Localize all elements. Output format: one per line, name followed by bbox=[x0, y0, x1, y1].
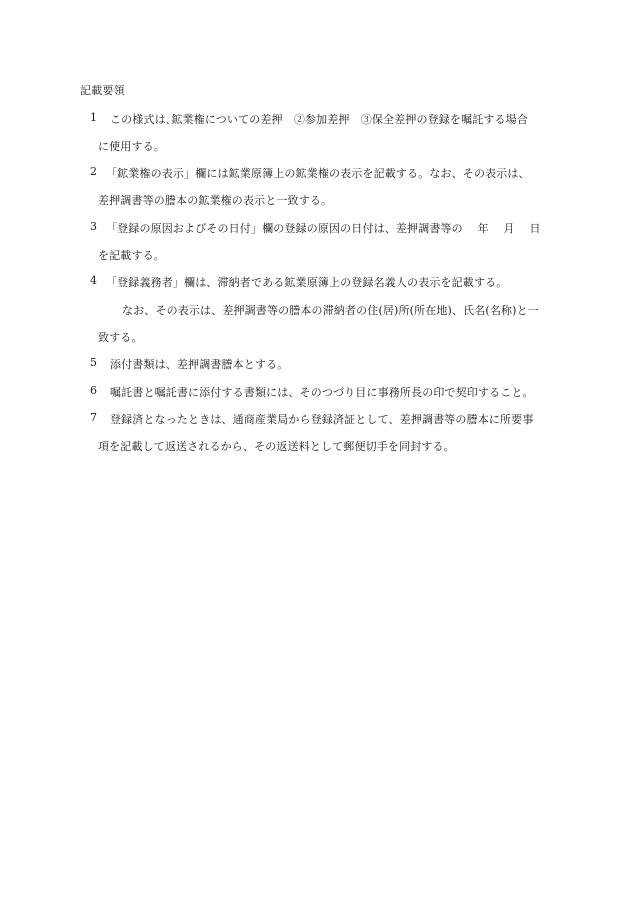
item-5-number: 5 bbox=[90, 356, 97, 369]
item-3-line-2: を記載する。 bbox=[98, 249, 165, 262]
item-6-number: 6 bbox=[90, 384, 97, 397]
item-4-line-2: なお、その表示は、差押調書等の謄本の滞納者の住(居)所(所在地)、氏名(名称)と一 bbox=[122, 304, 539, 317]
item-4-line-3: 致する。 bbox=[98, 331, 143, 344]
item-2-line-2: 差押調書等の謄本の鉱業権の表示と一致する。 bbox=[98, 194, 333, 207]
document-heading: 記載要領 bbox=[80, 84, 125, 97]
item-7-line-1: 登録済となったときは、通商産業局から登録済証として、差押調書等の謄本に所要事 bbox=[110, 413, 534, 426]
item-4-number: 4 bbox=[90, 274, 97, 287]
item-4-line-1: 「登録義務者」欄は、滞納者である鉱業原簿上の登録名義人の表示を記載する。 bbox=[106, 276, 508, 289]
item-7-number: 7 bbox=[90, 411, 97, 424]
item-1-line-1: この様式は､鉱業権についての差押 ②参加差押 ③保全差押の登録を嘱託する場合 bbox=[110, 113, 528, 126]
item-2-line-1: 「鉱業権の表示」欄には鉱業原簿上の鉱業権の表示を記載する。なお、その表示は、 bbox=[106, 167, 530, 180]
item-1-line-2: に使用する。 bbox=[98, 140, 165, 153]
item-3-number: 3 bbox=[90, 220, 97, 233]
item-3-line-1: 「登録の原因およびその日付」欄の登録の原因の日付は、差押調書等の 年 月 日 bbox=[106, 222, 541, 235]
item-2-number: 2 bbox=[90, 165, 97, 178]
item-5-line-1: 添付書類は、差押調書謄本とする。 bbox=[110, 358, 289, 371]
item-6-line-1: 嘱託書と嘱託書に添付する書類には、そのつづり目に事務所長の印で契印すること。 bbox=[110, 386, 534, 399]
item-7-line-2: 項を記載して返送されるから、その返送料として郵便切手を同封する。 bbox=[98, 440, 455, 453]
item-1-number: 1 bbox=[90, 111, 97, 124]
